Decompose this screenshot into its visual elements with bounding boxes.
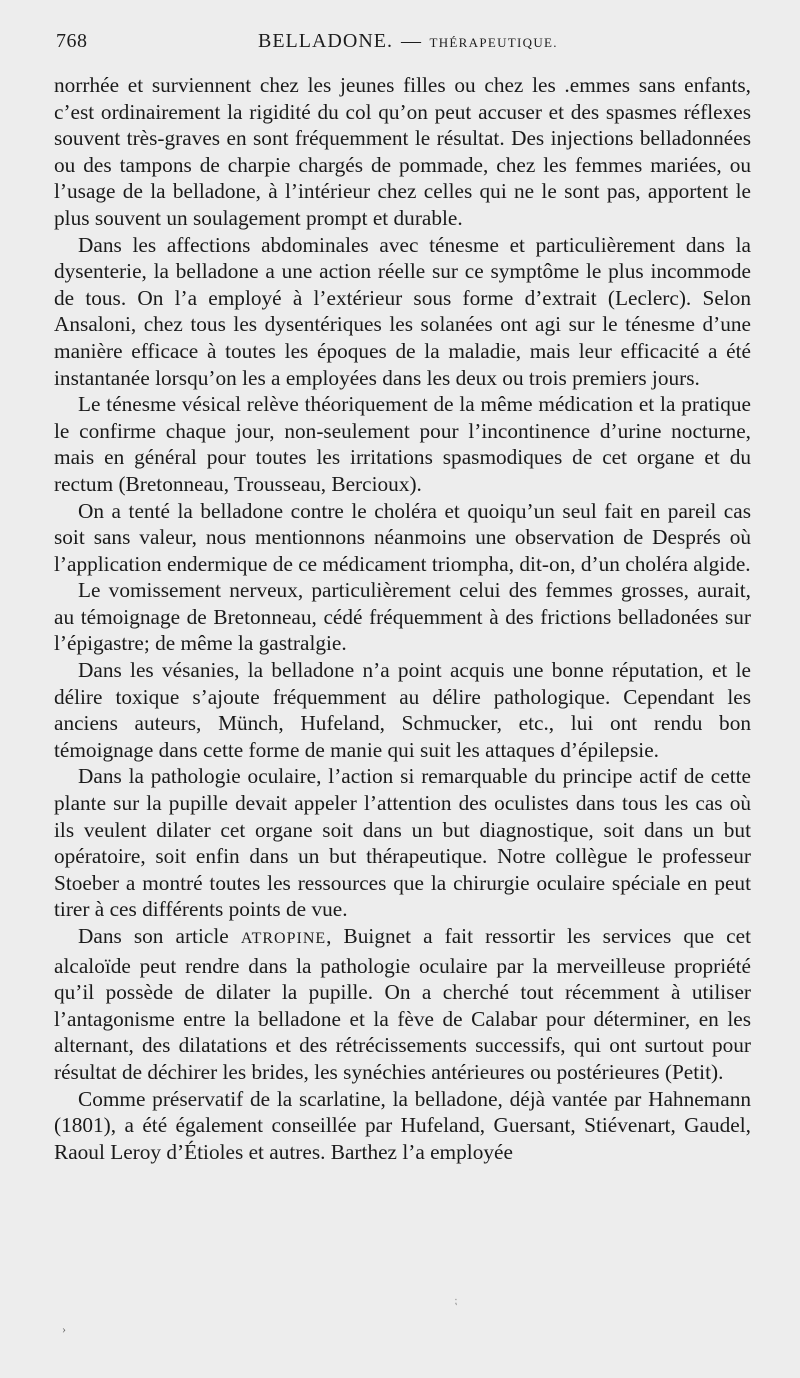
atropine-smallcaps: ATROPINE xyxy=(240,930,327,947)
paragraph-dysenterie: Dans les affections abdominales avec ténesme et particulièrement dans la dysenterie, la belladone a une action réelle sur ce symptôme le plus incommode de tous. On l’a employé à l’extérieur sous forme d’extrait (Leclerc). Selon Ansaloni, chez tous les dysentériques les solanées ont agi sur le ténesme d’une manière efficace à toutes les époques de la maladie, mais leur efficacité a été instantanée lorsqu’on les a employées dans les deux ou trois premiers jours. xyxy=(54,232,751,390)
atropine-text-after: , Buignet a fait ressortir les services que cet alcaloïde peut rendre dans la pathologie oculaire par la merveilleuse propriété qu’il possède de dilater la pupille. On a cherché tout récemment à utiliser l’antagonisme entre la belladone et la fève de Calabar pour déterminer, en les alternant, des dilatations et des rétrécissements successifs, qui ont surtout pour résultat de déchirer les brides, les synéchies antérieures ou postérieures (Petit). xyxy=(54,924,752,1084)
paragraph-tenesme-vesical: Le ténesme vésical relève théoriquement de la même médication et la pratique le confirme chaque jour, non-seulement pour l’incontinence d’urine nocturne, mais en général pour toutes les irritations spasmodiques de cet organe et du rectum (Bretonneau, Trousseau, Bercioux). xyxy=(54,392,751,496)
stray-mark-mid: ⁏ xyxy=(454,1296,458,1307)
body-text xyxy=(54,72,751,1165)
paragraph-pathologie-oculaire: Dans la pathologie oculaire, l’action si remarquable du principe actif de cette plante sur la pupille devait appeler l’attention des oculistes dans tous les cas où ils veulent dilater cet organe soit dans un but diagnostique, soit dans un but opératoire, soit enfin dans un but thérapeutique. Notre collègue le professeur Stoeber a montré toutes les ressources que la chirurgie oculaire spéciale en peut tirer à ces différents points de vue. xyxy=(54,764,751,922)
running-title: BELLADONE. xyxy=(258,30,393,52)
paragraph-atropine xyxy=(54,923,751,1086)
atropine-text-before: Dans son article xyxy=(78,924,241,948)
running-header xyxy=(56,30,744,64)
running-subtitle: THÉRAPEUTIQUE. xyxy=(429,35,558,50)
stray-mark-bottom-left: › xyxy=(62,1322,66,1336)
paragraph-vomissement: Le vomissement nerveux, particulièrement celui des femmes grosses, aurait, au témoignage de Bretonneau, cédé fréquemment à des frictions belladonées sur l’épigastre; de même la gastralgie. xyxy=(54,578,751,656)
running-title-group xyxy=(258,30,558,53)
paragraph-continued: norrhée et surviennent chez les jeunes filles ou chez les .emmes sans enfants, c’est ordinairement la rigidité du col qu’on peut accuser et des spasmes réflexes souvent très-graves en sont fréquemment le résultat. Des injections belladonnées ou des tampons de charpie chargés de pommade, chez les femmes mariées, ou l’usage de la belladone, à l’intérieur chez celles qui ne le sont pas, apportent le plus souvent un soulagement prompt et durable. xyxy=(54,73,751,230)
header-dash: — xyxy=(400,30,422,52)
page-number: 768 xyxy=(56,30,88,52)
paragraph-vesanies: Dans les vésanies, la belladone n’a point acquis une bonne réputation, et le délire toxique s’ajoute fréquemment au délire pathologique. Cependant les anciens auteurs, Münch, Hufeland, Schmucker, etc., lui ont rendu bon témoignage dans cette forme de manie qui suit les attaques d’épilepsie. xyxy=(54,658,751,762)
paragraph-cholera: On a tenté la belladone contre le choléra et quoiqu’un seul fait en pareil cas soit sans valeur, nous mentionnons néanmoins une observation de Després où l’application endermique de ce médicament triompha, dit-on, d’un choléra algide. xyxy=(54,498,751,576)
paragraph-scarlatine: Comme préservatif de la scarlatine, la belladone, déjà vantée par Hahnemann (1801), a été également conseillée par Hufeland, Guersant, Stiévenart, Gaudel, Raoul Leroy d’Étioles et autres. Barthez l’a employée xyxy=(54,1086,751,1164)
